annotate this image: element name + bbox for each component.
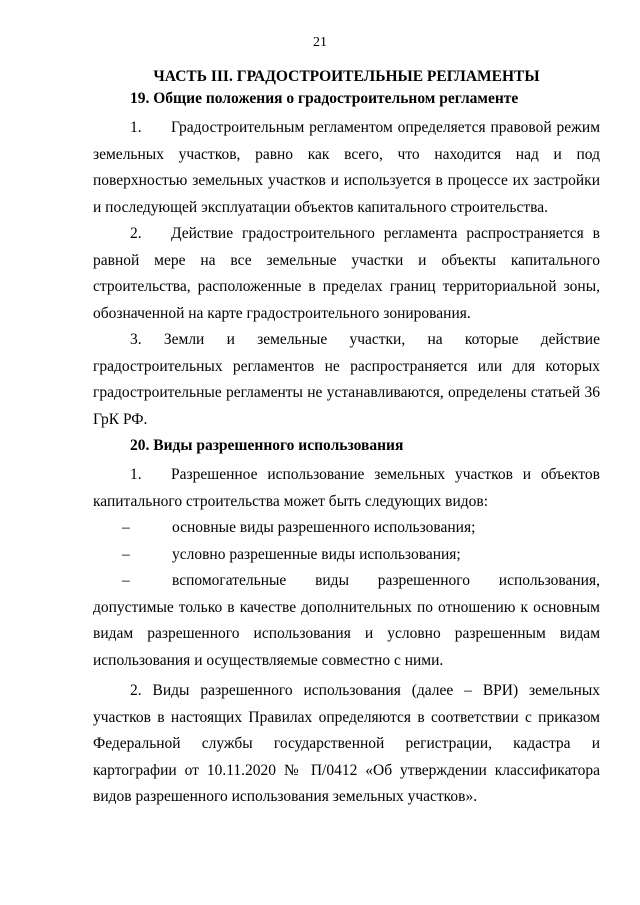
dash-marker: – (122, 545, 130, 563)
paragraph-text: Разрешенное использование земельных участков и объектов капитального строительства может быть следующих видов: (93, 466, 600, 510)
list-item-text: основные виды разрешенного использования; (172, 519, 476, 536)
list-item-text: вспомогательные виды разрешенного использования, (172, 572, 600, 589)
section-20-paragraph-1 (93, 462, 600, 515)
section-19-paragraph-2 (93, 221, 600, 327)
paragraph-number: 1. (130, 466, 142, 483)
list-item-continuation: допустимые только в качестве дополнительных по отношению к основным видам разрешенного использования и условно разрешенным видам использования и осуществляемые совместно с ними. (93, 598, 600, 669)
section-20-title: 20. Виды разрешенного использования (130, 437, 404, 454)
dash-marker: – (122, 572, 130, 589)
part-title: ЧАСТЬ III. ГРАДОСТРОИТЕЛЬНЫЕ РЕГЛАМЕНТЫ (153, 68, 540, 85)
section-19-paragraph-1 (93, 115, 600, 221)
document-body (93, 66, 600, 811)
list-item (93, 542, 600, 569)
section-20-paragraph-2: 2. Виды разрешенного использования (далее – ВРИ) земельных участков в настоящих Правилах определяются в соответствии с приказом Федеральной службы государственной регистрации, кадастра и картографии от 10.11.2020 № П/0412 «Об утверждении классификатора видов разрешенного использования земельных участков». (93, 682, 600, 805)
section-19-paragraph-3: 3. Земли и земельные участки, на которые действие градостроительных регламентов не распространяется или для которых градостроительные регламенты не устанавливаются, определены статьей 36 ГрК РФ. (93, 331, 600, 428)
list-item (93, 568, 600, 595)
section-19-title: 19. Общие положения о градостроительном регламенте (130, 90, 519, 107)
paragraph-text: Градостроительным регламентом определяется правовой режим земельных участков, равно как всего, что находится над и под поверхностью земельных участков и используется в процессе их застройки и последующей эксплуатации объектов капитального строительства. (93, 119, 600, 216)
dash-marker: – (122, 519, 130, 536)
page-number: 21 (313, 35, 327, 50)
paragraph-number: 1. (130, 119, 142, 136)
list-item-text: условно разрешенные виды использования; (172, 545, 461, 563)
list-item (93, 515, 600, 542)
paragraph-text: Действие градостроительного регламента распространяется в равной мере на все земельные участки и объекты капитального строительства, расположенные в пределах границ территориальной зоны, обозначенной на карте градостроительного зонирования. (93, 225, 600, 322)
paragraph-number: 2. (130, 225, 142, 242)
